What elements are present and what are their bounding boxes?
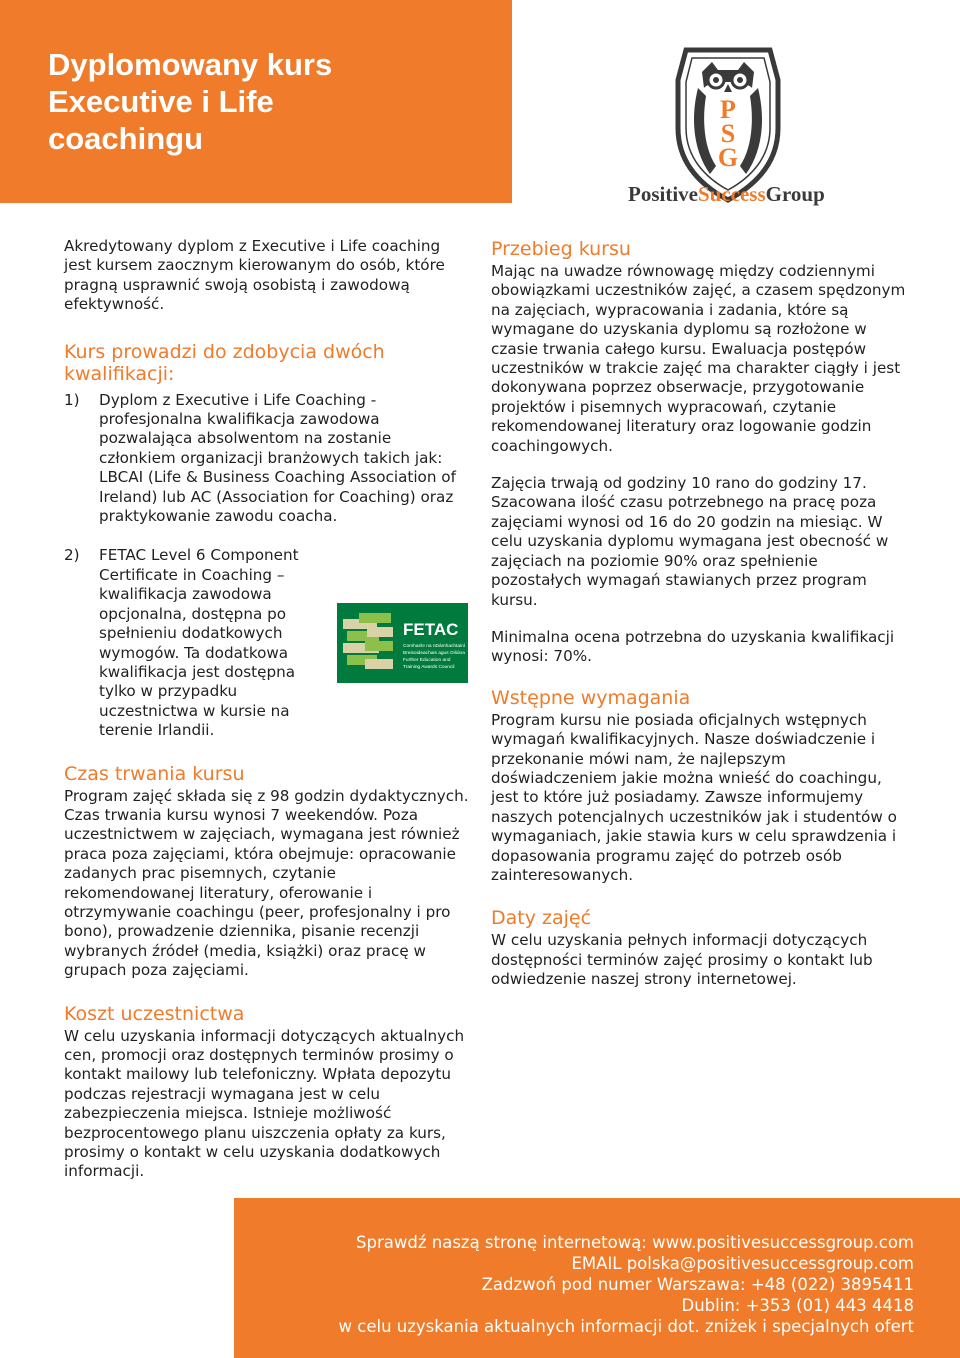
footer-contact	[339, 1232, 914, 1337]
left-column	[64, 237, 469, 1182]
cost-heading: Koszt uczestnictwa	[64, 1002, 245, 1025]
cost-paragraph: W celu uzyskania informacji dotyczących aktualnych cen, promocji oraz dostępnych terminów prosimy o kontakt mailowy lub telefoniczny. Wpłata depozytu podczas rejestracji wymagana jest w celu zabezpieczenia miejsca. Istnieje możliwość bezprocentowego planu uiszczenia opłaty za kurs, prosimy o kontakt w celu uzyskania dodatkowych informacji.	[64, 1026, 465, 1181]
svg-text:Comhairle na nDámhachtainí: Comhairle na nDámhachtainí	[403, 644, 466, 649]
footer-phone-dublin: Dublin: +353 (01) 443 4418	[681, 1296, 914, 1315]
list-item: 2) FETAC Level 6 Component Certificate in Coaching – kwalifikacja zawodowa opcjonalna, dostępna po spełnieniu dodatkowych wymogów. Ta dodatkowa kwalifikacja jest dostępna tylko w przypadku uczestnictwa w kursie na terenie Irlandii.	[64, 546, 299, 740]
qualifications-heading: Kurs prowadzi do zdobycia dwóch kwalifikacji:	[64, 340, 385, 385]
requirements-heading: Wstępne wymagania	[491, 686, 691, 709]
brand-wordmark: PositiveSuccessGroup	[628, 182, 825, 206]
footer-phone-warsaw: Zadzwoń pod numer Warszawa: +48 (022) 3895411	[481, 1275, 914, 1294]
course-heading: Przebieg kursu	[491, 238, 631, 260]
footer-banner	[234, 1198, 960, 1358]
svg-text:P: P	[720, 95, 736, 124]
footer-email-line: EMAIL polska@positivesuccessgroup.com	[571, 1254, 914, 1273]
dates-heading: Daty zajęć	[491, 907, 592, 930]
list-item: 1) Dyplom z Executive i Life Coaching - profesjonalna kwalifikacja zawodowa pozwalająca absolwentom na zostanie członkiem organizacji branżowych takich jak: LBCAI (Life & Business Coaching Association of Ireland) lub AC (Association for Coaching) oraz praktykowanie zawodu coacha.	[64, 390, 456, 526]
page-title: Dyplomowany kurs Executive i Life coachingu	[48, 47, 333, 156]
duration-paragraph: Program zajęć składa się z 98 godzin dydaktycznych. Czas trwania kursu wynosi 7 weekendów. Poza uczestnictwem w zajęciach, wymagana jest również praca poza zajęciami, która obejmuje: opracowanie zadanych prac pisemnych, czytanie rekomendowanej literatury, oferowanie i otrzymywanie coachingu (peer, profesjonalny i pro bono), prowadzenie dziennika, pisanie recenzji wybranych źródeł (media, książki) oraz pracę w grupach poza zajęciami.	[64, 786, 469, 980]
right-column	[491, 238, 906, 990]
dates-paragraph: W celu uzyskania pełnych informacji dotyczących dostępności terminów zajęć prosimy o kontakt lub odwiedzenie naszej strony internetowej.	[491, 931, 873, 989]
svg-text:FETAC: FETAC	[403, 620, 459, 639]
fetac-logo-icon	[337, 603, 468, 683]
svg-text:Further Education and: Further Education and	[403, 658, 451, 663]
svg-text:Breisoideachais agus Oiliúna: Breisoideachais agus Oiliúna	[403, 651, 465, 656]
duration-heading: Czas trwania kursu	[64, 762, 245, 785]
requirements-paragraph: Program kursu nie posiada oficjalnych wstępnych wymagań kwalifikacyjnych. Nasze doświadczenie i przekonanie mówi nam, że najlepszym doświadczeniem jakie można wnieść do coachingu, jest to które już posiadamy. Zawsze informujemy naszych potencjalnych uczestników jak i studentów o wymaganiach, jakie stawia kurs w celu sprawdzenia i dopasowania programu zajęć do potrzeb osób zainteresowanych.	[491, 710, 897, 884]
svg-text:Training Awards Council: Training Awards Council	[403, 665, 455, 670]
course-paragraph: Zajęcia trwają od godziny 10 rano do godziny 17. Szacowana ilość czasu potrzebnego na pracę poza zajęciami wynosi od 16 do 20 godzin na miesiąc. W celu uzyskania dyplomu wymagana jest obecność w zajęciach na poziomie 90% oraz spełnienie pozostałych wymagań stawianych przez program kursu.	[491, 474, 889, 609]
course-paragraph: Minimalna ocena potrzebna do uzyskania kwalifikacji wynosi: 70%.	[491, 627, 895, 666]
footer-note: w celu uzyskania aktualnych informacji dot. zniżek i specjalnych ofert	[338, 1317, 914, 1336]
svg-text:G: G	[717, 143, 739, 172]
qualifications-list	[64, 391, 469, 741]
intro-paragraph: Akredytowany dyplom z Executive i Life coaching jest kursem zaocznym kierowanym do osób, które pragną usprawnić swoją osobistą i zawodową efektywność.	[64, 237, 445, 314]
svg-text:S: S	[720, 119, 736, 148]
footer-website-line: Sprawdź naszą stronę internetową: www.positivesuccessgroup.com	[356, 1233, 914, 1252]
course-paragraph: Mając na uwadze równowagę między codziennymi obowiązkami uczestników zajęć, a czasem spędzonym na zajęciach, wypracowania i zadania, które są wymagane do uzyskania dyplomu są rozłożone w czasie trwania całego kursu. Ewaluacja postępów uczestników w trakcie zajęć ma charakter ciągły i jest dokonywana poprzez obserwacje, przygotowanie projektów i pisemnych wypracowań, czytanie rekomendowanej literatury oraz logowanie godzin coachingowych.	[491, 262, 906, 455]
